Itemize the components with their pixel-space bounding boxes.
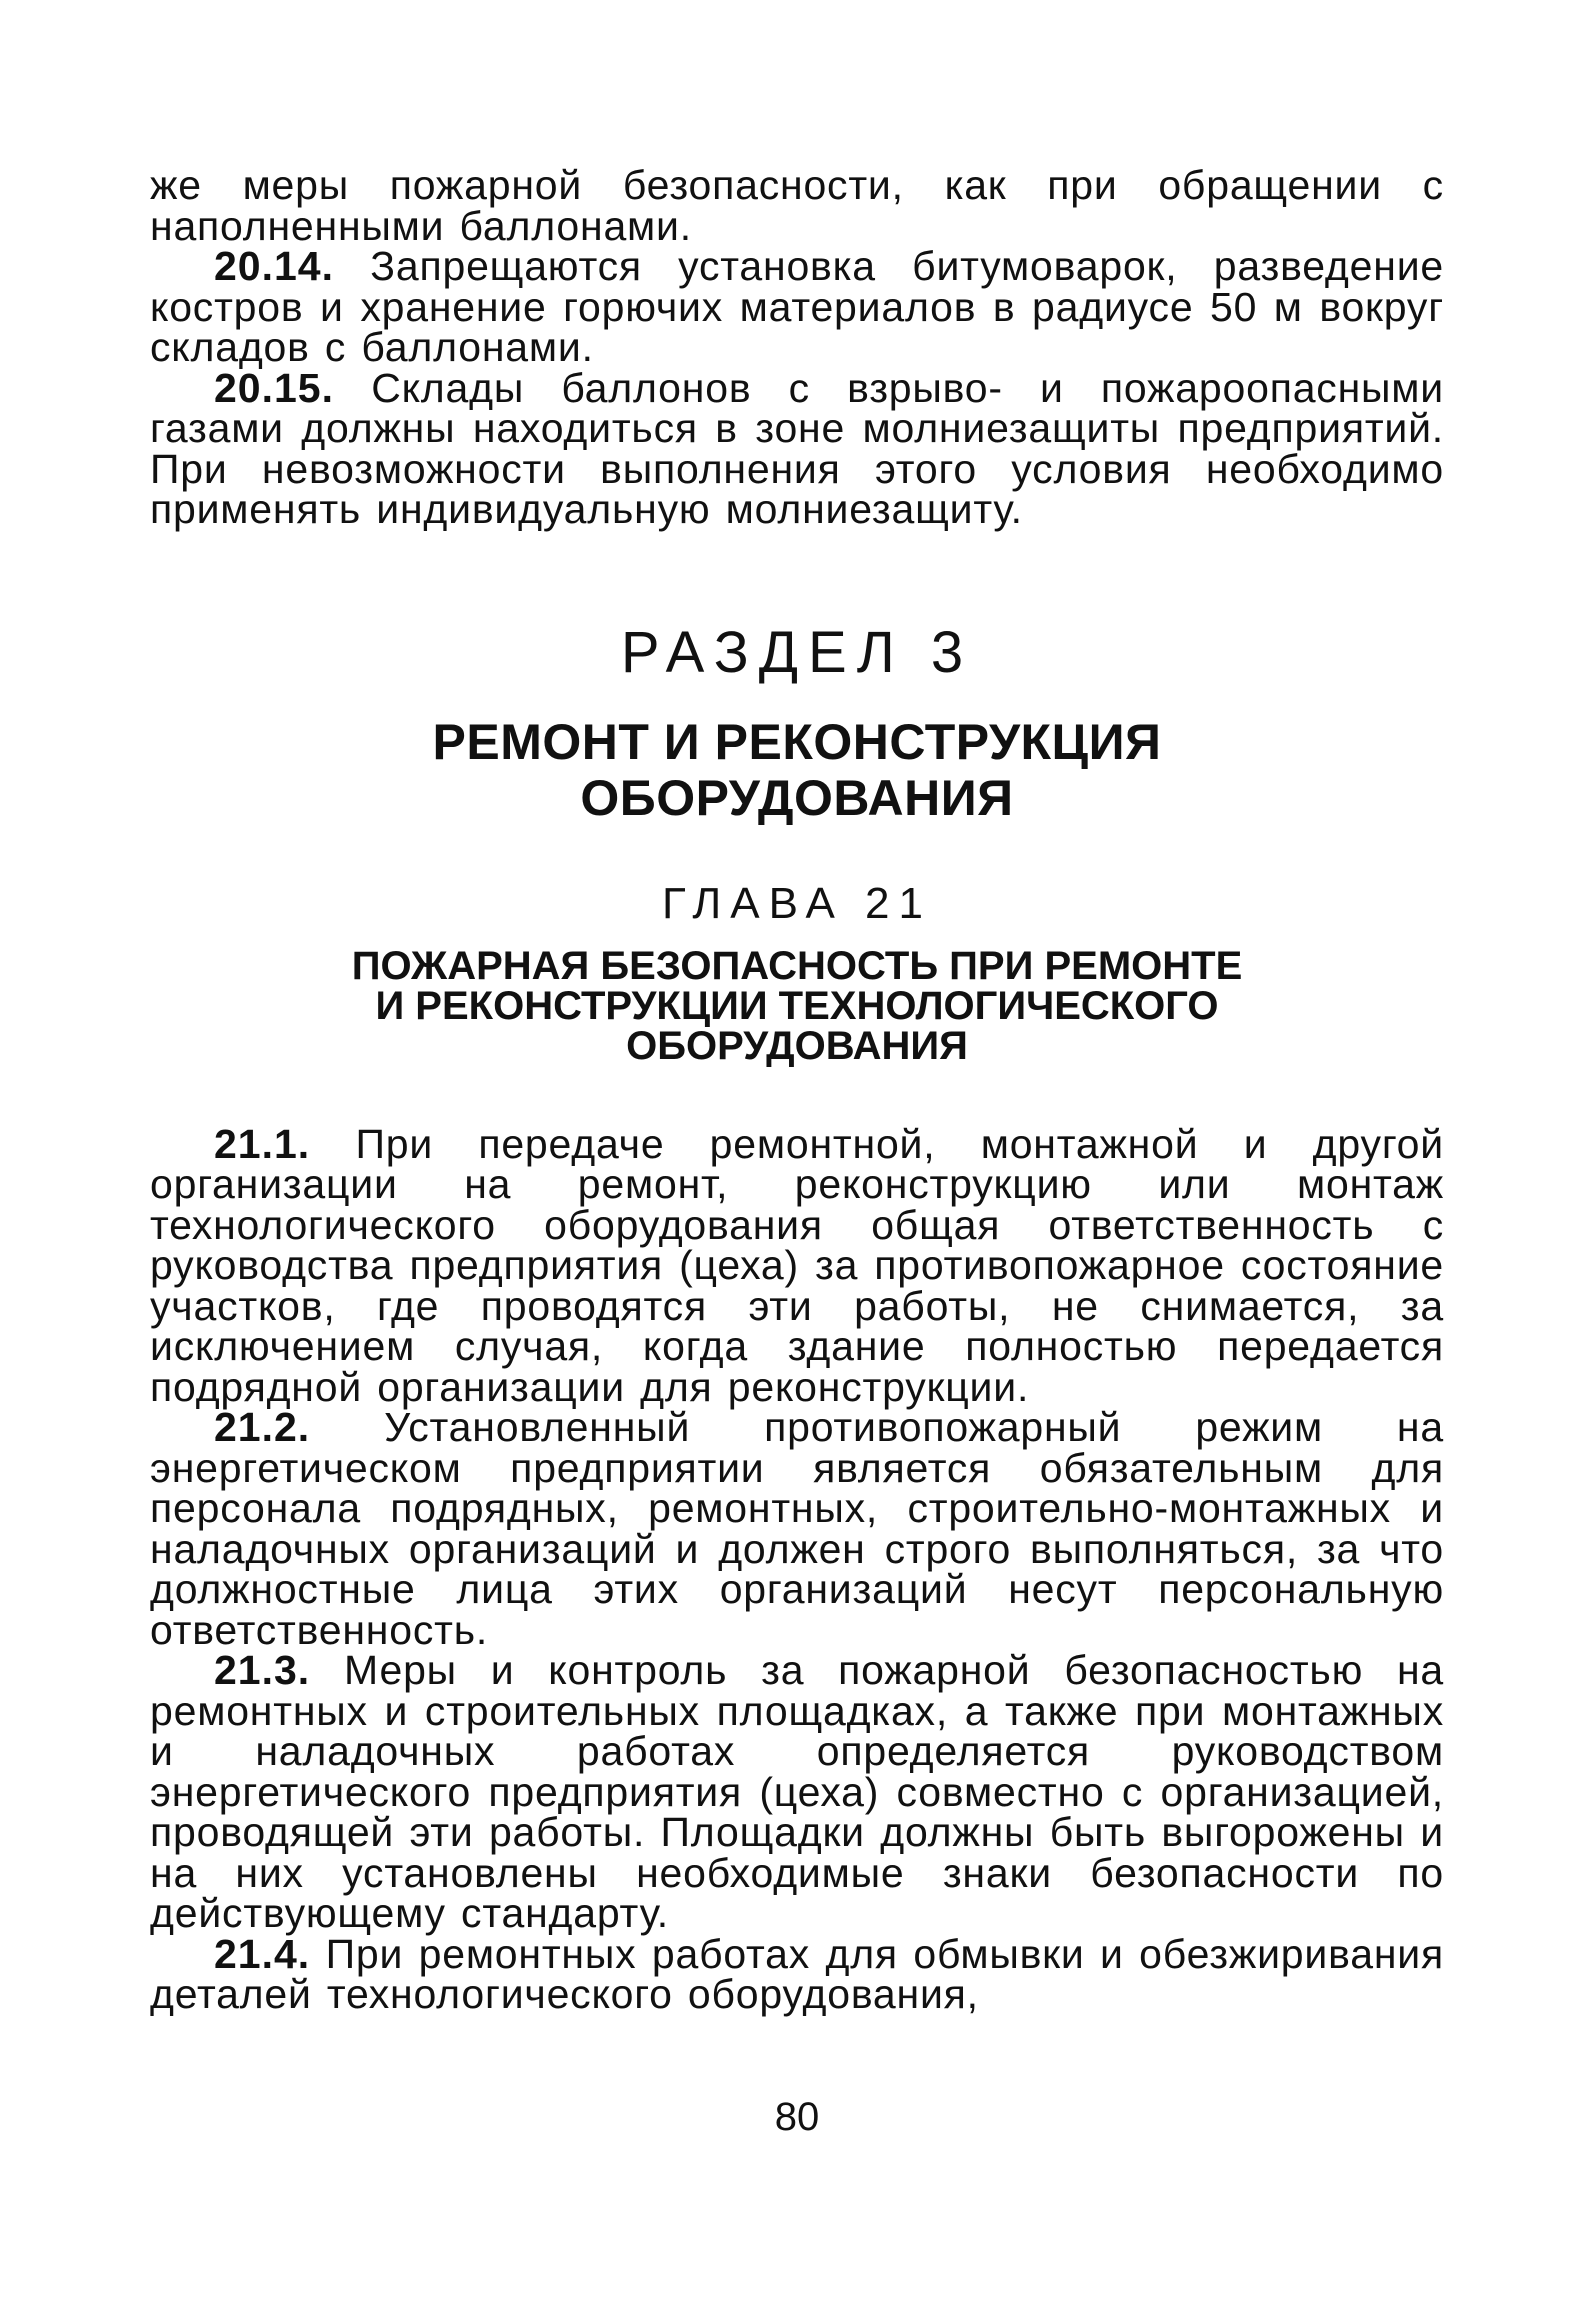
paragraph-number: 21.2.: [214, 1404, 311, 1450]
chapter-title-line: ПОЖАРНАЯ БЕЗОПАСНОСТЬ ПРИ РЕМОНТЕ: [351, 943, 1243, 988]
paragraph-21-2: [150, 1404, 1444, 1653]
paragraph-text: При ремонтных работах для обмывки и обезжиривания деталей технологического оборудования,: [150, 1930, 1444, 2017]
paragraph-number: 20.15.: [214, 364, 334, 411]
paragraph-text: Запрещаются установка битумоварок, разведение костров и хранение горючих материалов в радиусе 50 м вокруг складов с баллонами.: [150, 243, 1444, 370]
paragraph-21-4: [150, 1930, 1444, 2017]
paragraph-text: Установленный противопожарный режим на энергетическом предприятии является обязательным для персонала подрядных, ремонтных, строительно-монтажных и наладочных организаций и должен строго выполняться, за что должностные лица этих организаций несут персональную ответственность.: [150, 1404, 1444, 1653]
paragraph-21-1: [150, 1120, 1444, 1410]
paragraph-continuation: [150, 162, 1444, 249]
section-title-line: РЕМОНТ И РЕКОНСТРУКЦИЯ: [432, 713, 1162, 770]
paragraph-number: 20.14.: [214, 243, 334, 289]
page-number: 80: [774, 2095, 820, 2139]
paragraph-20-15: [150, 364, 1445, 532]
paragraph-text: же меры пожарной безопасности, как при обращении с наполненными баллонами.: [150, 162, 1444, 249]
paragraph-text: При передаче ремонтной, монтажной и другой организации на ремонт, реконструкцию или монтаж технологического оборудования общая ответственность с руководства предприятия (цеха) за противопожарное состояние участков, где проводятся эти работы, не снимается, за исключением случая, когда здание полностью передается подрядной организации для реконструкции.: [150, 1120, 1444, 1410]
paragraph-text: Меры и контроль за пожарной безопасностью на ремонтных и строительных площадках, а также при монтажных и наладочных работах определяется руководством энергетического предприятия (цеха) совместно с организацией, проводящей эти работы. Площадки должны быть выгорожены и на них установлены необходимые знаки безопасности по действующему стандарту.: [150, 1647, 1444, 1936]
paragraph-number: 21.3.: [214, 1647, 311, 1693]
paragraph-text: Склады баллонов с взрыво- и пожароопасными газами должны находиться в зоне молниезащиты предприятий. При невозможности выполнения этого условия необходимо применять индивидуальную молниезащиту.: [150, 364, 1445, 532]
chapter-label: ГЛАВА 21: [662, 878, 932, 928]
paragraph-21-3: [150, 1647, 1444, 1936]
paragraph-number: 21.4.: [214, 1930, 311, 1977]
chapter-title-line: ОБОРУДОВАНИЯ: [626, 1023, 968, 1068]
chapter-title: [150, 943, 1444, 1068]
paragraph-number: 21.1.: [214, 1120, 311, 1167]
section-title-line: ОБОРУДОВАНИЯ: [580, 769, 1014, 826]
section-title: [150, 714, 1444, 826]
chapter-title-line: И РЕКОНСТРУКЦИИ ТЕХНОЛОГИЧЕСКОГО: [375, 983, 1219, 1028]
document-page: [150, 162, 1445, 2017]
section-label: РАЗДЕЛ 3: [620, 619, 974, 685]
paragraph-20-14: [150, 243, 1444, 370]
